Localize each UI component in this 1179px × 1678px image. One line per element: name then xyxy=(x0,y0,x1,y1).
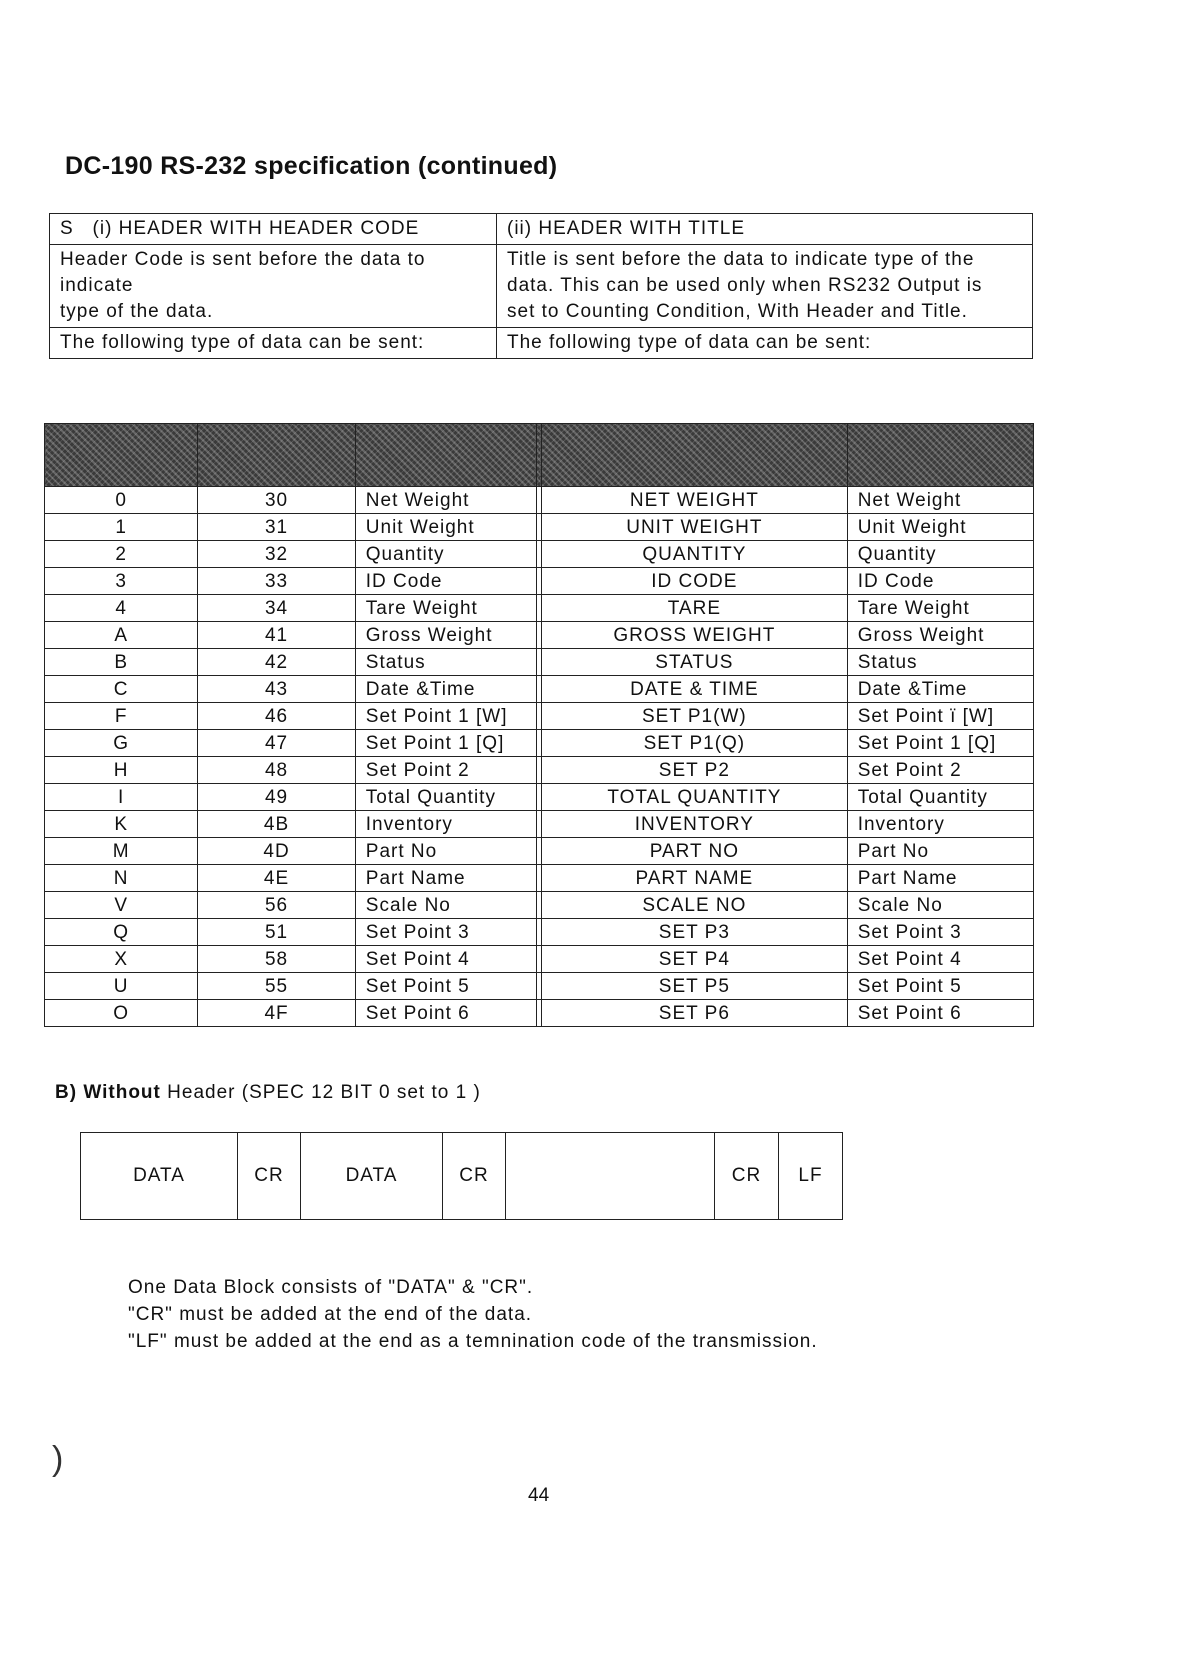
cell-ascii: 4E xyxy=(198,865,355,892)
cell-code: M xyxy=(45,838,198,865)
table-row xyxy=(45,973,1034,1000)
cell-ascii: 47 xyxy=(198,730,355,757)
frame-cell: CR xyxy=(715,1133,779,1220)
cell-data: Date &Time xyxy=(355,676,536,703)
cell-code: Q xyxy=(45,919,198,946)
cell-data: Unit Weight xyxy=(355,514,536,541)
cell-data: Set Point 5 xyxy=(355,973,536,1000)
cell-ascii: 33 xyxy=(198,568,355,595)
table-row xyxy=(45,595,1034,622)
cell-data2: Unit Weight xyxy=(847,514,1033,541)
cell-ascii: 51 xyxy=(198,919,355,946)
cell-title: SCALE NO xyxy=(542,892,848,919)
section-b-label: B) xyxy=(55,1082,78,1103)
cell-title: NET WEIGHT xyxy=(542,487,848,514)
header-code-title: (i) HEADER WITH HEADER CODE xyxy=(92,218,420,239)
cell-code: 1 xyxy=(45,514,198,541)
cell-code: H xyxy=(45,757,198,784)
cell-data2: Part Name xyxy=(847,865,1033,892)
table-row xyxy=(45,838,1034,865)
cell-data: Quantity xyxy=(355,541,536,568)
note-line: "CR" must be added at the end of the data. xyxy=(128,1304,533,1325)
table-row xyxy=(45,487,1034,514)
cell-data: Set Point 1 [Q] xyxy=(355,730,536,757)
data-frame-diagram xyxy=(80,1132,843,1220)
cell-title: SET P1(Q) xyxy=(542,730,848,757)
cell-title: SET P4 xyxy=(542,946,848,973)
margin-mark: ) xyxy=(52,1440,64,1478)
cell-data: Gross Weight xyxy=(355,622,536,649)
cell-data: ID Code xyxy=(355,568,536,595)
header-code-following: The following type of data can be sent: xyxy=(50,328,497,359)
cell-title: SET P2 xyxy=(542,757,848,784)
table-row xyxy=(45,622,1034,649)
cell-data2: Gross Weight xyxy=(847,622,1033,649)
cell-title: SET P1(W) xyxy=(542,703,848,730)
table-row xyxy=(45,1000,1034,1027)
cell-ascii: 48 xyxy=(198,757,355,784)
cell-data: Tare Weight xyxy=(355,595,536,622)
header-title-title: (ii) HEADER WITH TITLE xyxy=(507,218,746,239)
cell-data: Part Name xyxy=(355,865,536,892)
table-row xyxy=(45,676,1034,703)
cell-code: B xyxy=(45,649,198,676)
table-row xyxy=(45,514,1034,541)
note-line: One Data Block consists of "DATA" & "CR". xyxy=(128,1277,534,1298)
cell-data: Status xyxy=(355,649,536,676)
cell-ascii: 58 xyxy=(198,946,355,973)
cell-ascii: 4F xyxy=(198,1000,355,1027)
cell-data2: Set Point 4 xyxy=(847,946,1033,973)
page-number: 44 xyxy=(528,1485,550,1506)
table-row xyxy=(45,568,1034,595)
header-cell-data xyxy=(355,424,536,487)
table-row xyxy=(45,865,1034,892)
cell-code: G xyxy=(45,730,198,757)
section-b-bold-word: Without xyxy=(83,1082,161,1103)
cell-code: X xyxy=(45,946,198,973)
cell-ascii: 4B xyxy=(198,811,355,838)
notes xyxy=(128,1274,818,1355)
cell-code: K xyxy=(45,811,198,838)
cell-data: Set Point 4 xyxy=(355,946,536,973)
cell-title: ID CODE xyxy=(542,568,848,595)
cell-title: QUANTITY xyxy=(542,541,848,568)
table-header-row xyxy=(45,424,1034,487)
cell-code: C xyxy=(45,676,198,703)
table-row xyxy=(45,703,1034,730)
section-b-text: Header (SPEC 12 BIT 0 set to 1 ) xyxy=(167,1082,481,1103)
cell-code: I xyxy=(45,784,198,811)
header-title-desc-line: set to Counting Condition, With Header and Title. xyxy=(507,301,968,322)
table-row xyxy=(45,757,1034,784)
section-b-heading xyxy=(55,1082,481,1104)
header-cell-code xyxy=(45,424,198,487)
cell-title: PART NAME xyxy=(542,865,848,892)
header-code-title-cell xyxy=(50,214,497,245)
cell-data2: Set Point 5 xyxy=(847,973,1033,1000)
cell-data2: Set Point 6 xyxy=(847,1000,1033,1027)
cell-ascii: 31 xyxy=(198,514,355,541)
cell-data2: Date &Time xyxy=(847,676,1033,703)
frame-cell: CR xyxy=(443,1133,506,1220)
cell-data: Part No xyxy=(355,838,536,865)
header-title-following: The following type of data can be sent: xyxy=(497,328,1033,359)
cell-title: INVENTORY xyxy=(542,811,848,838)
cell-data2: Scale No xyxy=(847,892,1033,919)
header-code-desc-line: type of the data. xyxy=(60,301,214,322)
cell-ascii: 49 xyxy=(198,784,355,811)
cell-ascii: 56 xyxy=(198,892,355,919)
cell-ascii: 4D xyxy=(198,838,355,865)
cell-data: Set Point 3 xyxy=(355,919,536,946)
cell-data2: ID Code xyxy=(847,568,1033,595)
cell-code: V xyxy=(45,892,198,919)
cell-title: SET P5 xyxy=(542,973,848,1000)
cell-code: 2 xyxy=(45,541,198,568)
cell-data2: Tare Weight xyxy=(847,595,1033,622)
cell-ascii: 41 xyxy=(198,622,355,649)
cell-code: 3 xyxy=(45,568,198,595)
cell-code: 0 xyxy=(45,487,198,514)
cell-ascii: 42 xyxy=(198,649,355,676)
frame-cell: DATA xyxy=(81,1133,238,1220)
cell-title: STATUS xyxy=(542,649,848,676)
cell-data2: Set Point ï [W] xyxy=(847,703,1033,730)
cell-data2: Part No xyxy=(847,838,1033,865)
table-row xyxy=(45,892,1034,919)
cell-code: F xyxy=(45,703,198,730)
cell-code: A xyxy=(45,622,198,649)
cell-code: 4 xyxy=(45,595,198,622)
cell-data: Inventory xyxy=(355,811,536,838)
cell-ascii: 46 xyxy=(198,703,355,730)
cell-code: N xyxy=(45,865,198,892)
cell-data2: Set Point 2 xyxy=(847,757,1033,784)
cell-title: TARE xyxy=(542,595,848,622)
cell-ascii: 43 xyxy=(198,676,355,703)
cell-ascii: 32 xyxy=(198,541,355,568)
header-code-title-prefix: S xyxy=(60,218,74,239)
cell-data: Set Point 6 xyxy=(355,1000,536,1027)
frame-cell: DATA xyxy=(301,1133,443,1220)
header-code-description xyxy=(50,245,497,328)
header-title-desc-line: Title is sent before the data to indicate type of the xyxy=(507,249,975,270)
cell-ascii: 55 xyxy=(198,973,355,1000)
note-line: "LF" must be added at the end as a temnination code of the transmission. xyxy=(128,1331,818,1352)
frame-cell-empty xyxy=(506,1133,715,1220)
cell-data2: Net Weight xyxy=(847,487,1033,514)
table-row xyxy=(45,919,1034,946)
frame-cell: CR xyxy=(238,1133,301,1220)
header-cell-ascii xyxy=(198,424,355,487)
cell-title: UNIT WEIGHT xyxy=(542,514,848,541)
cell-code: U xyxy=(45,973,198,1000)
cell-ascii: 30 xyxy=(198,487,355,514)
table-row xyxy=(45,946,1034,973)
cell-title: GROSS WEIGHT xyxy=(542,622,848,649)
cell-title: DATE & TIME xyxy=(542,676,848,703)
header-title-title-cell xyxy=(497,214,1033,245)
table-row xyxy=(45,811,1034,838)
cell-data: Scale No xyxy=(355,892,536,919)
header-options-table xyxy=(49,213,1033,359)
cell-data: Set Point 2 xyxy=(355,757,536,784)
table-row xyxy=(45,649,1034,676)
cell-ascii: 34 xyxy=(198,595,355,622)
header-title-desc-line: data. This can be used only when RS232 Output is xyxy=(507,275,983,296)
table-row xyxy=(45,541,1034,568)
header-cell-data2 xyxy=(847,424,1033,487)
header-code-desc-line: Header Code is sent before the data to xyxy=(60,249,426,270)
header-title-description xyxy=(497,245,1033,328)
header-code-desc-line: indicate xyxy=(60,275,134,296)
cell-data2: Set Point 3 xyxy=(847,919,1033,946)
cell-title: PART NO xyxy=(542,838,848,865)
cell-data: Set Point 1 [W] xyxy=(355,703,536,730)
cell-title: SET P3 xyxy=(542,919,848,946)
cell-data2: Inventory xyxy=(847,811,1033,838)
cell-data: Net Weight xyxy=(355,487,536,514)
cell-data: Total Quantity xyxy=(355,784,536,811)
table-row xyxy=(45,730,1034,757)
cell-data2: Quantity xyxy=(847,541,1033,568)
cell-title: SET P6 xyxy=(542,1000,848,1027)
cell-data2: Status xyxy=(847,649,1033,676)
cell-code: O xyxy=(45,1000,198,1027)
frame-cell: LF xyxy=(779,1133,843,1220)
cell-data2: Total Quantity xyxy=(847,784,1033,811)
header-cell-title xyxy=(542,424,848,487)
table-row xyxy=(45,784,1034,811)
page-title: DC-190 RS-232 specification (continued) xyxy=(65,152,558,180)
cell-title: TOTAL QUANTITY xyxy=(542,784,848,811)
data-type-table xyxy=(44,423,1034,1027)
cell-data2: Set Point 1 [Q] xyxy=(847,730,1033,757)
